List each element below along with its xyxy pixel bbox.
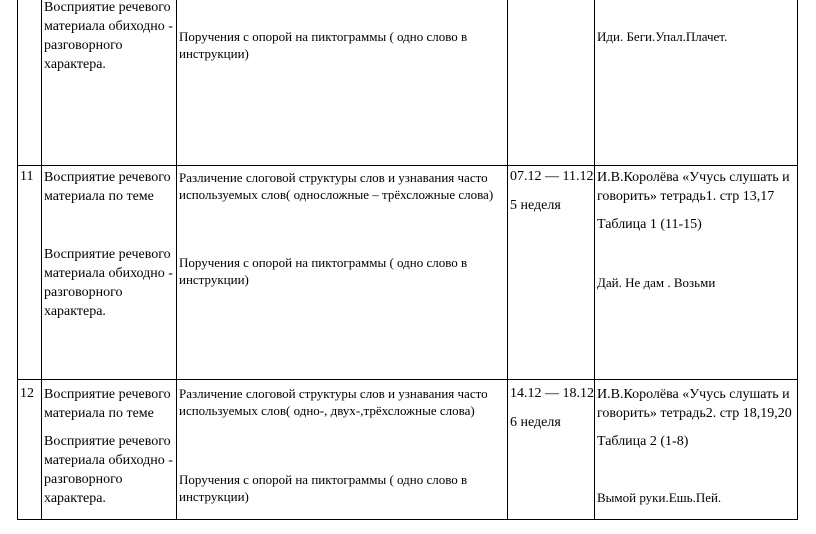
table-cell-topic: Восприятие речевого материала по теме — [44, 170, 171, 204]
table-cell-topic: Восприятие речевого материала обиходно - разговорного характера. — [44, 0, 173, 72]
table-cell-words: Иди. Беги.Упал.Плачет. — [597, 29, 728, 44]
table-cell-topic: Восприятие речевого материала по теме — [44, 387, 171, 421]
table-cell-topic: Восприятие речевого материала обиходно - разговорного характера. — [44, 434, 173, 506]
table-cell-table-ref: Таблица 2 (1-8) — [597, 434, 689, 449]
table-border-bottom — [17, 519, 798, 520]
table-cell-week: 6 неделя — [510, 415, 561, 430]
table-cell-words: Дай. Не дам . Возьми — [597, 275, 716, 290]
row-divider — [17, 165, 798, 166]
table-cell-number: 11 — [20, 169, 34, 184]
column-divider — [41, 0, 42, 520]
table-cell-source: И.В.Королёва «Учусь слушать и говорить» тетрадь1. стр 13,17 — [597, 170, 790, 204]
row-divider — [17, 379, 798, 380]
table-cell-words: Вымой руки.Ешь.Пей. — [597, 490, 722, 505]
table-cell-topic: Восприятие речевого материала обиходно - разговорного характера. — [44, 247, 173, 319]
table-cell-task: Поручения с опорой на пиктограммы ( одно слово в инструкции) — [179, 255, 468, 287]
table-cell-number: 12 — [20, 386, 34, 401]
table-cell-table-ref: Таблица 1 (11-15) — [597, 217, 702, 232]
table-cell-date: 14.12 — 18.12 — [510, 386, 594, 401]
table-border-left — [17, 0, 18, 520]
table-cell-date: 07.12 — 11.12 — [510, 169, 594, 184]
table-cell-week: 5 неделя — [510, 198, 561, 213]
column-divider — [507, 0, 508, 520]
column-divider — [594, 0, 595, 520]
table-cell-task: Различение слоговой структуры слов и узнавания часто используемых слов( односложные – трёхсложные слова) — [179, 170, 494, 202]
table-border-right — [797, 0, 798, 520]
table-cell-task: Поручения с опорой на пиктограммы ( одно слово в инструкции) — [179, 29, 468, 61]
table-cell-source: И.В.Королёва «Учусь слушать и говорить» тетрадь2. стр 18,19,20 — [597, 387, 792, 421]
table-cell-task: Различение слоговой структуры слов и узнавания часто используемых слов( одно-, двух-,трёхсложные слова) — [179, 386, 488, 418]
table-cell-task: Поручения с опорой на пиктограммы ( одно слово в инструкции) — [179, 472, 468, 504]
